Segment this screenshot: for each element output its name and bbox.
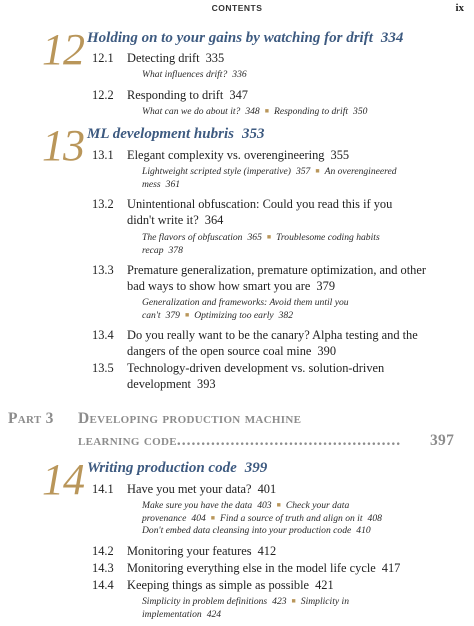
part-title-line2: learning code <box>78 432 177 449</box>
section-number: 14.4 <box>92 578 114 592</box>
subsection-title[interactable]: What influences drift? <box>142 69 228 80</box>
subsection-page: 378 <box>168 244 183 256</box>
subsection-title[interactable]: Don't embed data cleansing into your production code <box>142 525 352 536</box>
section-page: 347 <box>229 88 248 102</box>
section-number: 13.3 <box>92 263 114 277</box>
toc-section[interactable] <box>92 361 427 392</box>
section-title: Keeping things as simple as possible <box>127 578 310 592</box>
toc-section[interactable] <box>92 51 447 67</box>
section-number: 14.2 <box>92 544 114 558</box>
toc-subsections <box>142 166 412 191</box>
subsection-title[interactable]: Lightweight scripted style (imperative) <box>142 166 291 177</box>
subsection-title[interactable]: The flavors of obfuscation <box>142 232 243 243</box>
toc-subsections <box>142 297 404 322</box>
subsection-title[interactable]: Troublesome coding habits recap <box>142 232 380 256</box>
toc-subsections <box>142 500 442 538</box>
toc-section[interactable] <box>92 578 447 594</box>
toc-section[interactable] <box>92 482 447 498</box>
subsection-page: 404 <box>191 512 206 524</box>
section-page: 393 <box>197 376 216 391</box>
chapter-number: 13 <box>42 121 84 170</box>
chapter-page: 353 <box>241 126 265 142</box>
bullet-separator: ■ <box>264 107 269 115</box>
section-page: 401 <box>257 482 277 496</box>
section-title: Responding to drift <box>127 88 224 102</box>
toc-subsections <box>142 596 392 621</box>
page-number: ix <box>455 2 464 14</box>
bullet-separator: ■ <box>184 310 190 319</box>
leader-dots: .............................................. <box>176 432 402 449</box>
section-number: 13.5 <box>92 361 114 375</box>
toc-section[interactable] <box>92 148 447 164</box>
section-page: 390 <box>317 343 337 358</box>
toc-section[interactable] <box>92 263 427 294</box>
toc-subsections <box>142 69 412 82</box>
subsection-title[interactable]: Generalization and frameworks: Avoid them until you can't <box>142 297 349 321</box>
section-title: Technology-driven development vs. solution-driven development <box>127 361 385 391</box>
bullet-separator: ■ <box>210 513 216 522</box>
subsection-title[interactable]: Make sure you have the data <box>142 500 253 511</box>
subsection-page: 361 <box>165 178 181 190</box>
chapter-page: 334 <box>380 30 404 46</box>
section-page: 417 <box>381 561 401 575</box>
subsection-title[interactable]: Simplicity in problem definitions <box>142 596 268 607</box>
subsection-title[interactable]: Find a source of truth and align on it <box>220 512 363 524</box>
chapter-title[interactable] <box>87 30 403 47</box>
subsection-page: 348 <box>245 106 260 117</box>
section-title: Detecting drift <box>127 51 200 65</box>
chapter-title[interactable] <box>87 126 264 143</box>
subsection-page: 424 <box>206 608 222 620</box>
section-page: 355 <box>330 148 350 162</box>
toc-subsections <box>142 106 442 119</box>
chapter-title-text: Holding on to your gains by watching for drift <box>87 30 373 46</box>
section-number: 13.1 <box>92 148 114 162</box>
section-title: Unintentional obfuscation: Could you read this if you didn't write it? <box>127 197 393 227</box>
part-label: Part 3 <box>8 410 54 427</box>
subsection-page: 410 <box>356 525 371 536</box>
section-number: 12.2 <box>92 88 114 102</box>
bullet-separator: ■ <box>266 233 272 241</box>
subsection-page: 379 <box>165 309 180 321</box>
bullet-separator: ■ <box>291 597 296 605</box>
subsection-title[interactable]: Simplicity in implementation <box>142 596 350 620</box>
section-title: Have you met your data? <box>127 482 252 496</box>
section-title: Monitoring everything else in the model life cycle <box>127 561 376 575</box>
section-number: 13.2 <box>92 197 114 211</box>
section-page: 379 <box>316 278 336 293</box>
subsection-page: 423 <box>272 596 287 607</box>
subsection-page: 357 <box>295 166 311 177</box>
subsection-page: 336 <box>232 69 247 80</box>
subsection-page: 403 <box>257 500 272 511</box>
subsection-title[interactable]: An overengineered mess <box>142 166 397 190</box>
subsection-title[interactable]: Responding to drift <box>273 106 349 117</box>
toc-section[interactable] <box>92 328 437 359</box>
subsection-page: 408 <box>367 512 382 524</box>
section-page: 335 <box>205 51 225 65</box>
section-title: Premature generalization, premature optimization, and other bad ways to show how smart you are <box>127 263 426 293</box>
section-number: 13.4 <box>92 328 114 342</box>
bullet-separator: ■ <box>315 167 320 175</box>
toc-section[interactable] <box>92 544 447 560</box>
bullet-separator: ■ <box>276 501 281 509</box>
part-page: 397 <box>430 432 455 449</box>
page-header <box>0 3 474 17</box>
chapter-number: 14 <box>42 455 84 504</box>
section-page: 364 <box>204 212 224 227</box>
section-number: 14.1 <box>92 482 114 496</box>
toc-section[interactable] <box>92 561 467 577</box>
subsection-title[interactable]: Optimizing too early <box>194 309 274 321</box>
section-title: Elegant complexity vs. overengineering <box>127 148 325 162</box>
chapter-page: 399 <box>244 460 268 476</box>
subsection-title[interactable]: What can we do about it? <box>142 106 241 117</box>
subsection-page: 382 <box>278 309 294 321</box>
section-number: 12.1 <box>92 51 114 65</box>
section-number: 14.3 <box>92 561 114 575</box>
subsection-page: 350 <box>353 106 368 117</box>
part-title-line1: Developing production machine <box>78 410 302 427</box>
running-head: CONTENTS <box>211 3 263 13</box>
chapter-number: 12 <box>42 25 84 74</box>
toc-section[interactable] <box>92 197 419 228</box>
section-page: 421 <box>315 578 334 592</box>
toc-subsections <box>142 232 412 257</box>
chapter-title-text: ML development hubris <box>87 126 234 142</box>
subsection-title[interactable]: Check your data provenance <box>142 500 350 524</box>
chapter-title[interactable] <box>87 460 267 477</box>
section-title: Monitoring your features <box>127 544 252 558</box>
subsection-page: 365 <box>247 232 262 243</box>
toc-section[interactable] <box>92 88 447 104</box>
chapter-title-text: Writing production code <box>87 460 237 476</box>
section-title: Do you really want to be the canary? Alpha testing and the dangers of the open source coal mine <box>127 328 418 358</box>
section-page: 412 <box>257 544 277 558</box>
